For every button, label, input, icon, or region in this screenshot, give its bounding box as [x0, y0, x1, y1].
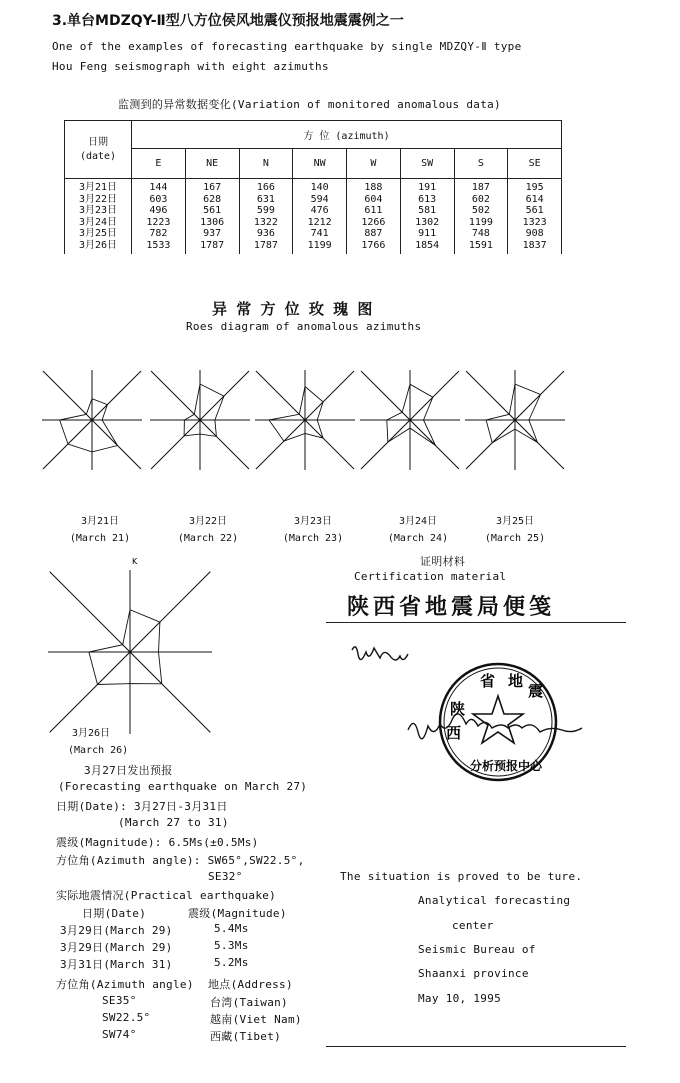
- forecast-date-en: (March 27 to 31): [118, 816, 229, 829]
- forecast-issued-cn: 3月27日发出预报: [84, 764, 173, 777]
- value: 1787: [253, 239, 278, 251]
- row-date: 3月26日: [78, 239, 118, 251]
- svg-text:省: 省: [480, 672, 496, 690]
- value: 167: [203, 182, 222, 193]
- value: 1787: [200, 239, 225, 251]
- value: 936: [256, 228, 275, 239]
- value: 911: [418, 228, 437, 239]
- rose-caption-cn: 3月26日: [72, 728, 111, 739]
- event-magnitude: 5.3Ms: [214, 939, 249, 952]
- cert-org-2: center: [452, 919, 494, 932]
- value: 628: [203, 193, 222, 205]
- value: 1212: [307, 216, 332, 228]
- value: 611: [364, 205, 383, 216]
- value: 613: [418, 193, 437, 205]
- value: 604: [364, 193, 383, 205]
- rose-title-cn: 异 常 方 位 玫 瑰 图: [212, 300, 375, 318]
- column-header: SE: [508, 149, 562, 179]
- value: 594: [310, 193, 329, 205]
- table-caption: 监测到的异常数据变化(Variation of monitored anomalous data): [118, 98, 501, 111]
- rose-caption-cn: 3月22日: [188, 516, 228, 527]
- value: 1837: [522, 239, 547, 251]
- rose-caption-cn: 3月25日: [495, 516, 535, 527]
- value: 1766: [361, 239, 386, 251]
- rose-diagram: [150, 370, 250, 470]
- rose-caption-cn: 3月21日: [80, 516, 120, 527]
- cert-org-4: Shaanxi province: [418, 967, 529, 980]
- location-azimuth: SE35°: [102, 994, 137, 1007]
- column-header: NW: [293, 149, 347, 179]
- practical-col-address: 地点(Address): [208, 978, 293, 991]
- value: 166: [256, 182, 275, 193]
- value: 1306: [200, 216, 225, 228]
- practical-col-mag: 震级(Magnitude): [188, 907, 287, 920]
- location-azimuth: SW74°: [102, 1028, 137, 1041]
- rose-diagram: [360, 370, 460, 470]
- cert-org-3: Seismic Bureau of: [418, 943, 536, 956]
- cert-label-cn: 证明材料: [420, 555, 466, 568]
- value: 599: [256, 205, 275, 216]
- value: 937: [203, 228, 222, 239]
- value: 631: [256, 193, 275, 205]
- value: 1322: [253, 216, 278, 228]
- footer-rule: [326, 1046, 626, 1047]
- north-label: K: [132, 557, 138, 566]
- rose-caption-en: (March 25): [484, 533, 546, 544]
- page-title: 3.单台MDZQY-Ⅱ型八方位侯风地震仪预报地震震例之一: [52, 13, 404, 29]
- cert-statement: The situation is proved to be ture.: [340, 870, 583, 883]
- value: 782: [149, 228, 168, 239]
- subtitle-line-1: One of the examples of forecasting earthquake by single MDZQY-Ⅱ type: [52, 40, 522, 53]
- value: 603: [149, 193, 168, 205]
- forecast-azimuth: 方位角(Azimuth angle): SW65°,SW22.5°,: [56, 854, 305, 867]
- value: 1854: [415, 239, 440, 251]
- row-date: 3月23日: [78, 205, 118, 216]
- row-date: 3月21日: [78, 182, 118, 193]
- cert-date: May 10, 1995: [418, 992, 502, 1005]
- event-magnitude: 5.4Ms: [214, 922, 249, 935]
- cert-label-en: Certification material: [354, 570, 507, 583]
- column-header: NE: [185, 149, 239, 179]
- rose-diagram: [48, 557, 212, 734]
- value: 188: [364, 182, 383, 193]
- location-address: 越南(Viet Nam): [210, 1013, 302, 1026]
- event-date: 3月29日(March 29): [60, 924, 173, 937]
- stamp-and-signature: [330, 630, 620, 800]
- date-header: 日期: [88, 136, 108, 148]
- practical-col-date: 日期(Date): [82, 907, 147, 920]
- event-date: 3月31日(March 31): [60, 958, 173, 971]
- svg-text:地: 地: [508, 672, 524, 690]
- rose-caption: [273, 513, 353, 547]
- value: 144: [149, 182, 168, 193]
- rose-caption: [60, 513, 140, 547]
- letterhead: 陕西省地震局便笺: [347, 594, 556, 620]
- forecast-date: 日期(Date): 3月27日-3月31日: [56, 800, 228, 813]
- value: 1266: [361, 216, 386, 228]
- value: 1223: [146, 216, 171, 228]
- svg-text:震: 震: [528, 682, 544, 700]
- rose-diagram: [255, 370, 355, 470]
- rose-caption: [475, 513, 555, 547]
- svg-text:西: 西: [446, 724, 462, 742]
- column-header: W: [347, 149, 401, 179]
- location-azimuth: SW22.5°: [102, 1011, 151, 1024]
- rose-caption-en: (March 23): [282, 533, 344, 544]
- rose-caption: [62, 725, 142, 759]
- rose-polygon: [269, 387, 323, 442]
- handwriting-1: [352, 647, 408, 660]
- event-magnitude: 5.2Ms: [214, 956, 249, 969]
- rose-caption: [378, 513, 458, 547]
- value: 191: [418, 182, 437, 193]
- letterhead-rule: [326, 622, 626, 623]
- column-header: N: [239, 149, 293, 179]
- practical-col-azimuth: 方位角(Azimuth angle): [56, 978, 194, 991]
- row-date: 3月24日: [78, 216, 118, 228]
- rose-caption-en: (March 26): [68, 745, 129, 756]
- value: 1302: [415, 216, 440, 228]
- value: 602: [471, 193, 490, 205]
- value: 741: [310, 228, 329, 239]
- forecast-issued-en: (Forecasting earthquake on March 27): [58, 780, 308, 793]
- official-seal: [440, 664, 556, 780]
- value: 496: [149, 205, 168, 216]
- forecast-azimuth-2: SE32°: [208, 870, 243, 883]
- value: 748: [471, 228, 490, 239]
- value: 187: [471, 182, 490, 193]
- column-header: E: [132, 149, 186, 179]
- value: 1199: [307, 239, 332, 251]
- subtitle-line-2: Hou Feng seismograph with eight azimuths: [52, 60, 329, 73]
- rose-spoke: [200, 396, 224, 420]
- value: 140: [310, 182, 329, 193]
- value: 502: [471, 205, 490, 216]
- rose-caption-en: (March 21): [69, 533, 131, 544]
- value: 581: [418, 205, 437, 216]
- azimuth-header: 方 位 (azimuth): [132, 121, 562, 149]
- rose-spoke: [402, 412, 410, 420]
- row-date: 3月22日: [78, 193, 118, 205]
- value: 908: [525, 228, 544, 239]
- rose-polygon: [486, 384, 540, 443]
- rose-caption-en: (March 24): [387, 533, 449, 544]
- location-address: 西藏(Tibet): [210, 1030, 282, 1043]
- location-address: 台湾(Taiwan): [210, 996, 288, 1009]
- value: 1591: [468, 239, 493, 251]
- row-date: 3月25日: [78, 228, 118, 239]
- value: 195: [525, 182, 544, 193]
- value: 614: [525, 193, 544, 205]
- rose-caption-cn: 3月24日: [398, 516, 438, 527]
- rose-diagram: [465, 370, 565, 470]
- svg-text:陕: 陕: [450, 700, 466, 718]
- value: 1533: [146, 239, 171, 251]
- value: 1199: [468, 216, 493, 228]
- cert-org-1: Analytical forecasting: [418, 894, 571, 907]
- value: 561: [525, 205, 544, 216]
- date-header-en: (date): [79, 150, 117, 162]
- rose-spoke: [123, 645, 130, 652]
- value: 561: [203, 205, 222, 216]
- rose-caption-cn: 3月23日: [293, 516, 333, 527]
- rose-caption: [168, 513, 248, 547]
- event-date: 3月29日(March 29): [60, 941, 173, 954]
- rose-title-en: Roes diagram of anomalous azimuths: [186, 320, 422, 333]
- forecast-magnitude: 震级(Magnitude): 6.5Ms(±0.5Ms): [56, 836, 259, 849]
- column-header: S: [454, 149, 508, 179]
- rose-caption-en: (March 22): [177, 533, 239, 544]
- svg-text:分析预报中心: 分析预报中心: [470, 759, 543, 773]
- value: 476: [310, 205, 329, 216]
- column-header: SW: [400, 149, 454, 179]
- value: 887: [364, 228, 383, 239]
- practical-heading: 实际地震情况(Practical earthquake): [56, 889, 277, 902]
- value: 1323: [522, 216, 547, 228]
- rose-spoke: [68, 420, 92, 444]
- rose-diagram: [42, 370, 142, 470]
